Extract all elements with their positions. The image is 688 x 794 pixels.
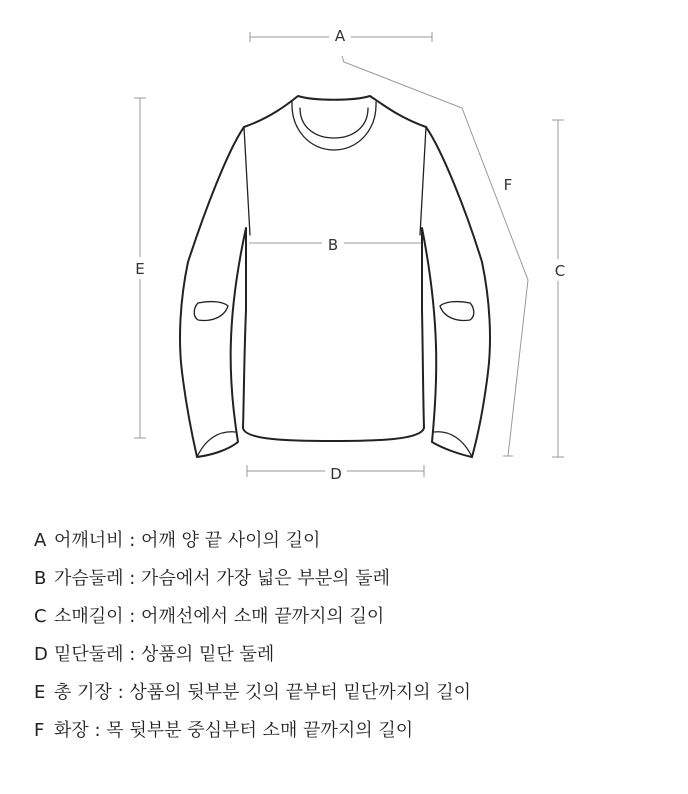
legend-text: 가슴둘레 : 가슴에서 가장 넓은 부분의 둘레	[54, 568, 390, 589]
legend-text: 화장 : 목 뒷부분 중심부터 소매 끝까지의 길이	[54, 720, 414, 741]
label-c: C	[554, 262, 566, 280]
label-b: B	[327, 236, 339, 254]
legend-text: 어깨너비 : 어깨 양 끝 사이의 길이	[54, 530, 321, 551]
legend-text: 밑단둘레 : 상품의 밑단 둘레	[54, 644, 275, 665]
legend-key: C	[34, 606, 47, 627]
measurement-legend	[34, 522, 674, 750]
label-d: D	[330, 465, 342, 483]
legend-key: D	[34, 644, 48, 665]
legend-key: F	[34, 720, 45, 741]
label-a: A	[334, 27, 346, 45]
legend-key: E	[34, 682, 46, 703]
legend-item-b	[34, 560, 674, 598]
sweater-illustration	[180, 96, 490, 457]
legend-item-a	[34, 522, 674, 560]
legend-item-f	[34, 712, 674, 750]
legend-item-d	[34, 636, 674, 674]
legend-text: 총 기장 : 상품의 뒷부분 깃의 끝부터 밑단까지의 길이	[54, 682, 471, 703]
legend-item-c	[34, 598, 674, 636]
legend-key: A	[34, 530, 47, 551]
legend-item-e	[34, 674, 674, 712]
label-f: F	[503, 176, 513, 194]
dimension-labels	[129, 24, 571, 484]
legend-key: B	[34, 568, 47, 589]
legend-text: 소매길이 : 어깨선에서 소매 끝까지의 길이	[54, 606, 385, 627]
label-e: E	[135, 260, 145, 278]
